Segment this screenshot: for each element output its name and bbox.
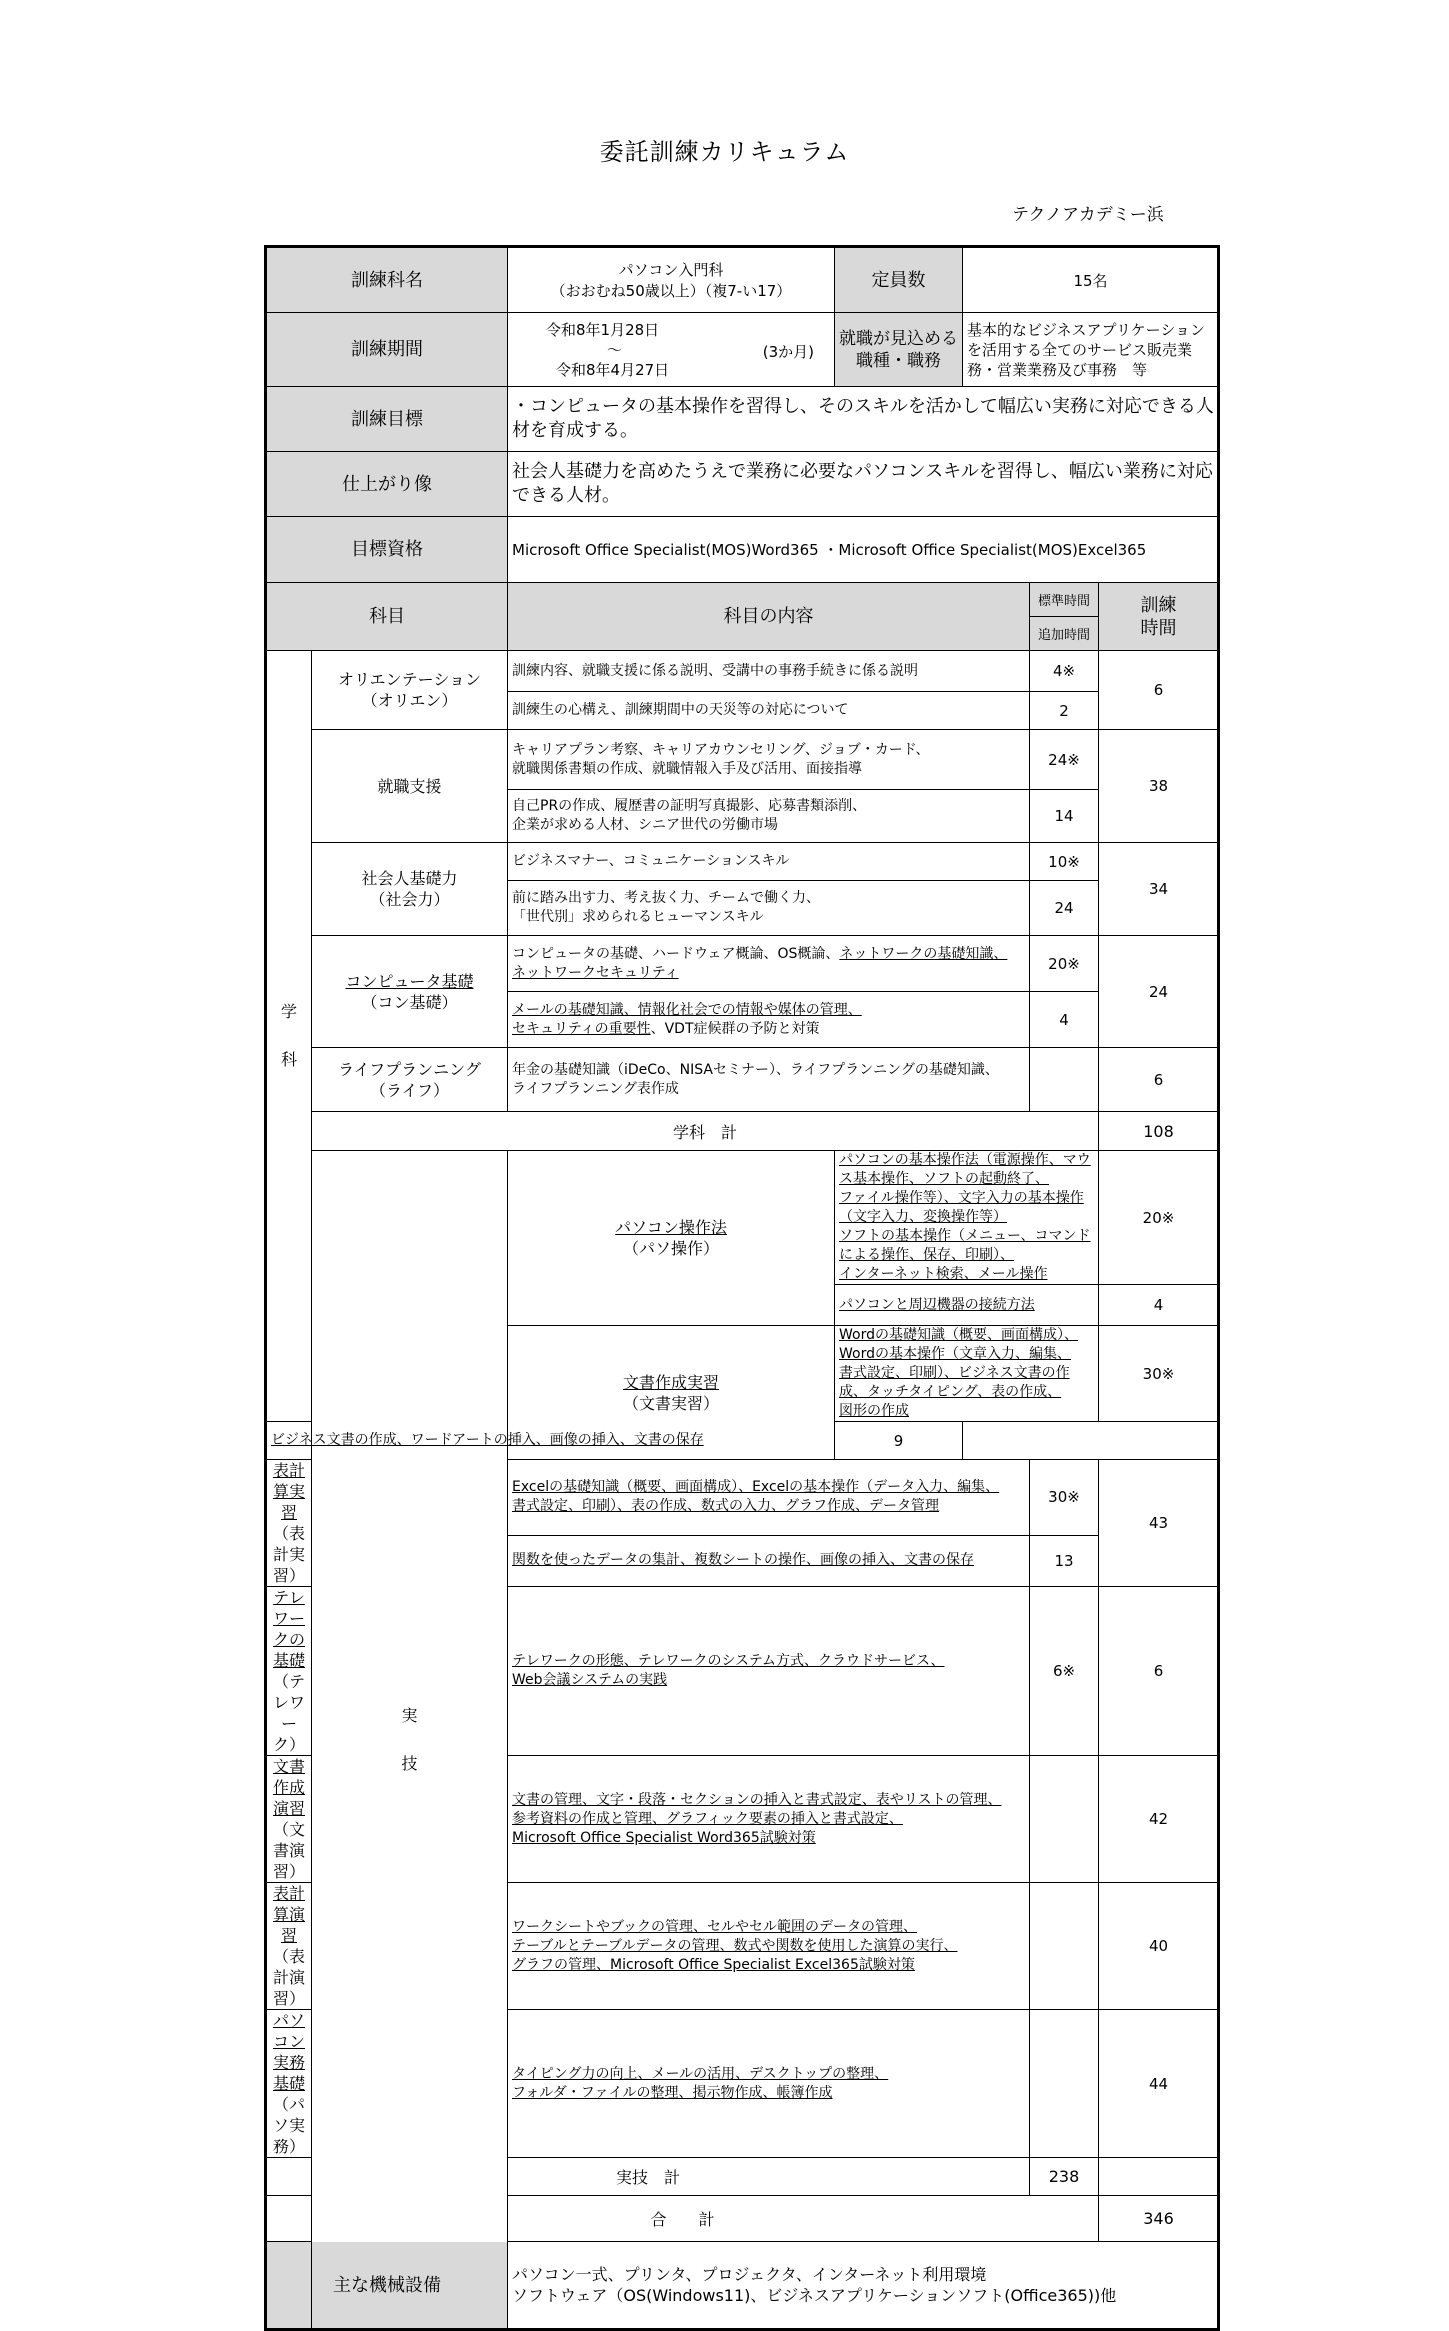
hours-cell: 30※ [1030,1460,1099,1536]
course-name-main: パソコン入門科 [618,261,724,279]
period-label: 訓練期間 [266,313,508,387]
std-hours-header: 標準時間 [1030,583,1099,617]
content-cell: テレワークの形態、テレワークのシステム方式、クラウドサービス、 Web会議システムの実践 [508,1587,1030,1756]
content-cell: 年金の基礎知識（iDeCo、NISAセミナー）、ライフプランニングの基礎知識、 ライフプランニング表作成 [508,1048,1030,1112]
content-cell: ビジネス文書の作成、ワードアートの挿入、画像の挿入、文書の保存 [266,1422,835,1460]
content-cell: Wordの基礎知識（概要、画面構成）、Wordの基本操作（文章入力、編集、 書式設定、印刷）、ビジネス文書の作成、タッチタイピング、表の作成、 図形の作成 [835,1326,1099,1422]
jobs-value: 基本的なビジネスアプリケーションを活用する全てのサービス販売業務・営業業務及び事務 等 [963,313,1219,387]
hours-cell: 20※ [1030,936,1099,992]
total-cell: 43 [1099,1460,1219,1587]
hours-cell: 13 [1030,1535,1099,1586]
content-cell: 自己PRの作成、履歴書の証明写真撮影、応募書類添削、 企業が求める人材、シニア世代の労働市場 [508,790,1030,843]
content-text-underlined: メールの基礎知識、情報化社会での情報や媒体の管理、 セキュリティの重要性 [512,1001,862,1037]
subject-abbrev: （コン基礎） [361,992,458,1012]
cert-row [266,517,1219,583]
gakka-sum-value: 108 [1099,1112,1219,1151]
course-label: 訓練科名 [266,247,508,313]
goal-label: 訓練目標 [266,387,508,452]
subject-telework [266,1587,312,1756]
subject-abbrev: （パソ操作） [622,1239,719,1258]
jitsugi-sum-label: 実技 計 [266,2158,1030,2196]
subject-name: テレワークの基礎 [272,1588,305,1670]
total-cell: 40 [1099,1883,1219,2010]
subject-computer-basics [312,936,508,1048]
gakka-sum-label: 学科 計 [312,1112,1099,1151]
subject-name: コンピュータ基礎 [345,971,474,991]
hours-cell: 30※ [1099,1326,1219,1422]
content-cell: パソコンと周辺機器の接続方法 [835,1285,1099,1326]
subject-abbrev: （文書実習） [622,1393,719,1413]
cert-value: Microsoft Office Specialist(MOS)Word365 ・Microsoft Office Specialist(MOS)Excel365 [508,517,1219,583]
content-cell: 関数を使ったデータの集計、複数シートの操作、画像の挿入、文書の保存 [508,1535,1030,1586]
hours-cell: 14 [1030,790,1099,843]
subject-abbrev: （テレワーク） [272,1672,305,1754]
content-text-underlined: ネットワークの基礎知識、 ネットワークセキュリティ [512,945,1008,981]
grand-total-row [266,2196,1219,2242]
subject-life-planning: ライフプランニング （ライフ） [312,1048,508,1112]
total-cell: 6 [1099,1048,1219,1112]
period-value [508,313,835,387]
content-cell [508,936,1030,992]
hours-cell [1030,2010,1099,2158]
subject-name: パソコン操作法 [615,1218,727,1237]
subject-word-exercise [266,1756,312,1883]
content-cell: ワークシートやブックの管理、セルやセル範囲のデータの管理、 テーブルとテーブルデータの管理、数式や関数を使用した演算の実行、 グラフの管理、Microsoft Office Specialist Excel365試験対策 [508,1883,1030,2010]
subject-header: 科目 [266,583,508,651]
subject-name: 文書作成演習 [272,1757,305,1818]
course-row [266,247,1219,313]
content-cell: Excelの基礎知識（概要、画面構成）、Excelの基本操作（データ入力、編集、 書式設定、印刷）、表の作成、数式の入力、グラフ作成、データ管理 [508,1460,1030,1536]
subject-social-skills: 社会人基礎力 （社会力） [312,843,508,936]
content-cell [508,992,1030,1048]
hours-cell: 2 [1030,692,1099,730]
period-row [266,313,1219,387]
train-hours-text: 訓練時間 [1140,594,1177,639]
capacity-value: 15名 [963,247,1219,313]
hours-cell: 24 [1030,881,1099,936]
outcome-row [266,452,1219,517]
content-cell: 文書の管理、文字・段落・セクションの挿入と書式設定、表やリストの管理、 参考資料の作成と管理、グラフィック要素の挿入と書式設定、 Microsoft Office Specialist Word365試験対策 [508,1756,1030,1883]
add-hours-header: 追加時間 [1030,617,1099,651]
content-cell: タイピング力の向上、メールの活用、デスクトップの整理、 フォルダ・ファイルの整理、掲示物作成、帳簿作成 [508,2010,1030,2158]
train-hours-header [1099,583,1219,651]
course-name-sub: （おおむね50歳以上）（複7-い17） [550,282,792,300]
equipment-row [266,2242,1219,2330]
outcome-label: 仕上がり像 [266,452,508,517]
hours-cell: 20※ [1099,1151,1219,1285]
subject-abbrev: （表計実習） [272,1524,305,1585]
content-cell: パソコンの基本操作法（電源操作、マウス基本操作、ソフトの起動終了、 ファイル操作等）、文字入力の基本操作（文字入力、変換操作等） ソフトの基本操作（メニュー、コマンドによる操作、保存、印刷）、 インターネット検索、メール操作 [835,1151,1099,1285]
subject-abbrev: （パソ実務） [272,2095,305,2156]
total-cell: 44 [1099,2010,1219,2158]
subject-job-support: 就職支援 [312,730,508,843]
equipment-value: パソコン一式、プリンタ、プロジェクタ、インターネット利用環境 ソフトウェア（OS(Windows11)、ビジネスアプリケーションソフト(Office365))他 [508,2242,1219,2330]
hours-cell: 9 [835,1422,963,1460]
subject-pc-practical [266,2010,312,2158]
capacity-label: 定員数 [835,247,963,313]
curriculum-table [264,245,1220,2331]
table-row [266,730,1219,790]
grand-total-label: 合 計 [266,2196,1099,2242]
content-header: 科目の内容 [508,583,1030,651]
subject-excel-practice [266,1460,312,1587]
cert-label: 目標資格 [266,517,508,583]
table-row [266,651,1219,692]
total-cell: 6 [1099,651,1219,730]
gakka-sum-row [266,1112,1219,1151]
hours-cell: 24※ [1030,730,1099,790]
jobs-label: 就職が見込める職種・職務 [835,313,963,387]
hours-cell: 4※ [1030,651,1099,692]
total-cell: 42 [1099,1756,1219,1883]
period-separator: ～ [607,340,623,359]
table-row [266,936,1219,992]
total-cell: 24 [1099,936,1219,1048]
table-row [266,1422,1219,1460]
goal-value: ・コンピュータの基本操作を習得し、そのスキルを活かして幅広い実務に対応できる人材を育成する。 [508,387,1219,452]
page-title: 委託訓練カリキュラム [599,138,850,166]
hours-cell: 6※ [1030,1587,1099,1756]
content-cell: 訓練内容、就職支援に係る説明、受講中の事務手続きに係る説明 [508,651,1030,692]
jitsugi-sum-value: 238 [1030,2158,1099,2196]
jitsugi-sum-row [266,2158,1219,2196]
period-end: 令和8年4月27日 [556,360,670,379]
hours-cell: 4 [1099,1285,1219,1326]
hours-cell [1030,1756,1099,1883]
grand-total-value: 346 [1099,2196,1219,2242]
subject-abbrev: （文書演習） [272,1820,305,1881]
period-length: (3か月) [762,343,814,361]
jitsugi-label: 実 技 [312,1151,508,2330]
equipment-label: 主な機械設備 [266,2242,508,2330]
school-name: テクノアカデミー浜 [1012,205,1164,225]
content-text: コンピュータの基礎、ハードウェア概論、OS概論、 [512,945,840,962]
subject-abbrev: （表計演習） [272,1947,305,2008]
subject-name: 表計算演習 [272,1884,305,1945]
subject-name: 文書作成実習 [622,1372,719,1392]
total-cell: 38 [1099,730,1219,843]
table-row [266,1048,1219,1112]
hours-cell: 4 [1030,992,1099,1048]
content-cell: キャリアプラン考察、キャリアカウンセリング、ジョブ・カード、 就職関係書類の作成、就職情報入手及び活用、面接指導 [508,730,1030,790]
total-cell: 34 [1099,843,1219,936]
table-row [266,843,1219,881]
header-row [266,583,1219,617]
subject-orientation: オリエンテーション （オリエン） [312,651,508,730]
subject-name: 表計算実習 [272,1461,305,1522]
subject-pc-operation [508,1151,835,1326]
hours-cell [1030,1048,1099,1112]
course-name [508,247,835,313]
hours-cell: 10※ [1030,843,1099,881]
period-start: 令和8年1月28日 [546,320,660,339]
subject-name: パソコン実務基礎 [272,2011,305,2093]
hours-cell [1030,1883,1099,2010]
outcome-value: 社会人基礎力を高めたうえで業務に必要なパソコンスキルを習得し、幅広い業務に対応できる人材。 [508,452,1219,517]
content-cell: 訓練生の心構え、訓練期間中の天災等の対応について [508,692,1030,730]
total-cell: 6 [1099,1587,1219,1756]
content-cell: ビジネスマナー、コミュニケーションスキル [508,843,1030,881]
content-cell: 前に踏み出す力、考え抜く力、チームで働く力、 「世代別」求められるヒューマンスキル [508,881,1030,936]
content-text: 、VDT症候群の予防と対策 [650,1020,820,1037]
gakka-label: 学 科 [266,651,312,1422]
table-row [266,1151,1219,1285]
subject-excel-exercise [266,1883,312,2010]
goal-row [266,387,1219,452]
